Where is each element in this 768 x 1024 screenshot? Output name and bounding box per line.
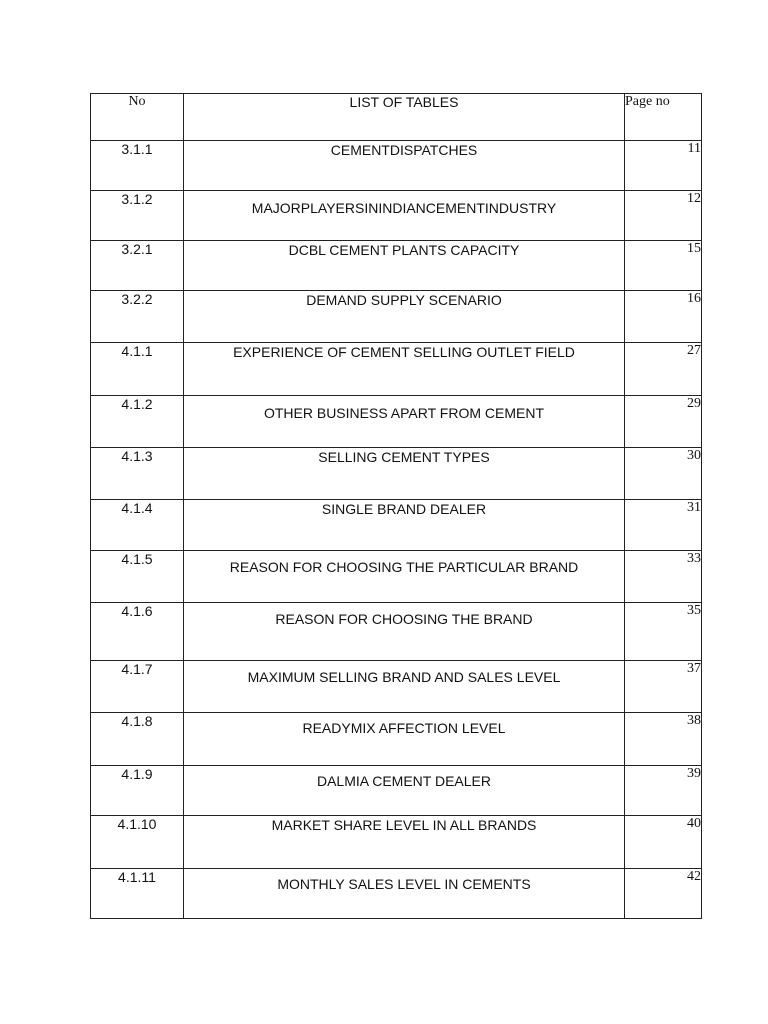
column-header-page: Page no <box>625 94 702 141</box>
table-title-cell: REASON FOR CHOOSING THE BRAND <box>184 603 625 661</box>
table-row <box>91 603 702 661</box>
table-row <box>91 869 702 919</box>
table-title-cell: READYMIX AFFECTION LEVEL <box>184 713 625 766</box>
table-row <box>91 816 702 869</box>
table-row <box>91 551 702 603</box>
table-page-cell: 30 <box>625 448 702 500</box>
table-row <box>91 396 702 448</box>
table-title-cell: SELLING CEMENT TYPES <box>184 448 625 500</box>
table-number-cell: 3.2.2 <box>91 291 184 343</box>
table-number-cell: 3.1.2 <box>91 191 184 241</box>
table-title-cell: MAXIMUM SELLING BRAND AND SALES LEVEL <box>184 661 625 713</box>
table-number-cell: 4.1.3 <box>91 448 184 500</box>
table-title-cell: MARKET SHARE LEVEL IN ALL BRANDS <box>184 816 625 869</box>
table-row <box>91 713 702 766</box>
table-title-cell: DALMIA CEMENT DEALER <box>184 766 625 816</box>
table-page-cell: 37 <box>625 661 702 713</box>
table-page-cell: 38 <box>625 713 702 766</box>
table-title-cell: DCBL CEMENT PLANTS CAPACITY <box>184 241 625 291</box>
table-number-cell: 4.1.5 <box>91 551 184 603</box>
table-page-cell: 42 <box>625 869 702 919</box>
table-number-cell: 3.2.1 <box>91 241 184 291</box>
table-page-cell: 33 <box>625 551 702 603</box>
table-row <box>91 500 702 551</box>
table-number-cell: 4.1.10 <box>91 816 184 869</box>
column-header-title: LIST OF TABLES <box>184 94 625 141</box>
table-title-cell: DEMAND SUPPLY SCENARIO <box>184 291 625 343</box>
table-title-cell: CEMENTDISPATCHES <box>184 141 625 191</box>
table-row <box>91 661 702 713</box>
table-number-cell: 4.1.8 <box>91 713 184 766</box>
table-title-cell: SINGLE BRAND DEALER <box>184 500 625 551</box>
table-number-cell: 3.1.1 <box>91 141 184 191</box>
column-header-no: No <box>91 94 184 141</box>
table-row <box>91 291 702 343</box>
table-title-cell: REASON FOR CHOOSING THE PARTICULAR BRAND <box>184 551 625 603</box>
table-number-cell: 4.1.7 <box>91 661 184 713</box>
table-page-cell: 35 <box>625 603 702 661</box>
table-number-cell: 4.1.4 <box>91 500 184 551</box>
table-row <box>91 448 702 500</box>
table-number-cell: 4.1.6 <box>91 603 184 661</box>
table-row <box>91 191 702 241</box>
table-page-cell: 29 <box>625 396 702 448</box>
table-row <box>91 241 702 291</box>
list-of-tables <box>90 93 702 919</box>
table-row <box>91 141 702 191</box>
table-page-cell: 27 <box>625 343 702 396</box>
table-row <box>91 343 702 396</box>
table-number-cell: 4.1.1 <box>91 343 184 396</box>
table-number-cell: 4.1.2 <box>91 396 184 448</box>
table-page-cell: 40 <box>625 816 702 869</box>
table-page-cell: 39 <box>625 766 702 816</box>
table-title-cell: MONTHLY SALES LEVEL IN CEMENTS <box>184 869 625 919</box>
table-page-cell: 15 <box>625 241 702 291</box>
table-header-row <box>91 94 702 141</box>
table-page-cell: 12 <box>625 191 702 241</box>
table-title-cell: OTHER BUSINESS APART FROM CEMENT <box>184 396 625 448</box>
table-row <box>91 766 702 816</box>
table-number-cell: 4.1.11 <box>91 869 184 919</box>
table-page-cell: 31 <box>625 500 702 551</box>
table-page-cell: 16 <box>625 291 702 343</box>
table-title-cell: EXPERIENCE OF CEMENT SELLING OUTLET FIELD <box>184 343 625 396</box>
table-title-cell: MAJORPLAYERSININDIANCEMENTINDUSTRY <box>184 191 625 241</box>
table-page-cell: 11 <box>625 141 702 191</box>
table-number-cell: 4.1.9 <box>91 766 184 816</box>
